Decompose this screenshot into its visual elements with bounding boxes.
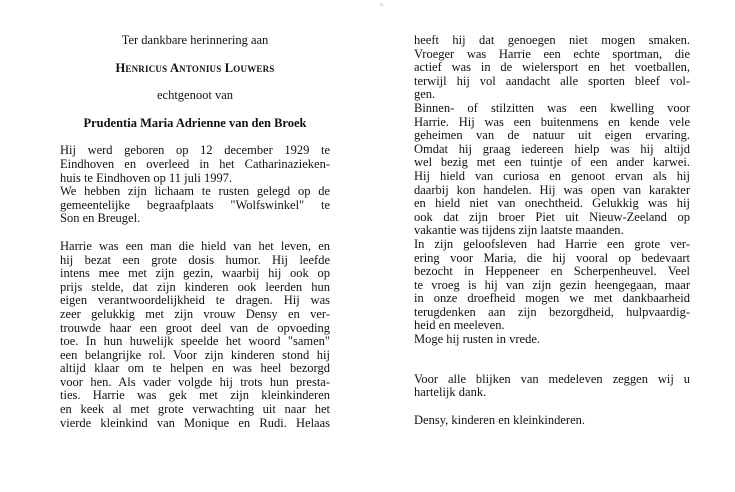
text-line: Son en Breugel. <box>60 211 141 226</box>
text-line: actief was in de wielersport en het voetballen, <box>414 61 690 75</box>
text-line: gen. <box>414 87 436 102</box>
text-line: vakantie was tijdens zijn laatste maanden. <box>414 223 624 238</box>
left-column <box>60 34 330 430</box>
text-line: in onze droefheid mogen we met dankbaarheid <box>414 292 690 306</box>
text-line: Binnen- of stilzitten was een kwelling voor <box>414 101 690 115</box>
text-line: ering voor Maria, die hij vooral op bedevaart <box>414 251 690 265</box>
text-line: hij bezat een grote dosis humor. Hij leefde <box>60 253 330 267</box>
signature: Densy, kinderen en kleinkinderen. <box>414 412 586 427</box>
text-line: ties. Harrie was gek met zijn kleinkinderen <box>60 389 330 403</box>
life-paragraph <box>60 240 330 430</box>
text-line: en hield niet van onechtheid. Gelukkig was hij <box>414 197 690 211</box>
deceased-name: Henricus Antonius Louwers <box>115 60 275 75</box>
spouse-name: Prudentia Maria Adrienne van den Broek <box>83 115 307 130</box>
text-line: Hij hield van curiosa en genoot ervan als hij <box>414 169 690 183</box>
text-line: prijs stelde, dat zijn kinderen ook leerden hun <box>60 280 330 294</box>
text-line: ook dat zijn broer Piet uit Nieuw-Zeeland op <box>414 210 690 224</box>
sport-paragraph <box>414 34 690 102</box>
text-line: vierde kleinkind van Monique en Rudi. Helaas <box>60 416 330 430</box>
text-line: eigen verantwoordelijkheid te dragen. Hij was <box>60 294 330 308</box>
text-line: Vroeger was Harrie een echte sportman, die <box>414 47 690 61</box>
text-line: intens mee met zijn gezin, waarbij hij ook op <box>60 267 330 281</box>
text-line: geheimen van de natuur uit eigen ervaring. <box>414 129 690 143</box>
text-line: terwijl hij vol aandacht alle sporten bleef vol- <box>414 74 690 88</box>
right-column <box>414 34 690 427</box>
text-line: terugdenken aan zijn bezorgdheid, hulpvaardig- <box>414 305 690 319</box>
text-line: bezocht in Heppeneer en Scherpenheuvel. Veel <box>414 265 690 279</box>
text-line: Harrie. Hij was een buitenmens en kende vele <box>414 115 690 129</box>
text-line: zeer gelukkig met zijn vrouw Densy en ver- <box>60 307 330 321</box>
text-line: te vroeg is hij van zijn gezin heengegaan, maar <box>414 278 690 292</box>
text-line: Omdat hij graag iedereen hielp was hij altijd <box>414 142 690 156</box>
text-line: gemeentelijke begraafplaats "Wolfswinkel" te <box>60 198 330 212</box>
text-line: heeft hij dat genoegen niet mogen smaken. <box>414 34 690 47</box>
text-line: In zijn geloofsleven had Harrie een grote ver- <box>414 237 690 251</box>
text-line: Eindhoven en overleed in het Catharinazieken- <box>60 157 330 171</box>
text-line: trouwde haar een groot deel van de opvoeding <box>60 321 330 335</box>
text-line: daarbij kon handelen. Hij was open van karakter <box>414 183 690 197</box>
closing-line: Moge hij rusten in vrede. <box>414 332 541 347</box>
text-line: voor hen. Als vader volgde hij trots hun presta- <box>60 375 330 389</box>
text-line: hartelijk dank. <box>414 385 487 400</box>
burial-paragraph <box>60 185 330 226</box>
thanks-paragraph <box>414 373 690 400</box>
text-line: Harrie was een man die hield van het leven, en <box>60 239 330 253</box>
relation-text: echtgenoot van <box>156 88 233 103</box>
text-line: We hebben zijn lichaam te rusten gelegd op de <box>60 185 330 199</box>
text-line: heid en meeleven. <box>414 318 505 333</box>
text-line: Voor alle blijken van medeleven zeggen wij u <box>414 372 690 386</box>
text-line: wel bezig met een tuintje of een ander karwei. <box>414 156 690 170</box>
text-line: toe. In hun huwelijk speelde het woord "samen" <box>60 335 330 349</box>
birth-death-paragraph <box>60 144 330 185</box>
text-line: een belangrijke rol. Voor zijn kinderen stond hij <box>60 348 330 362</box>
fold-mark: ° <box>380 2 384 11</box>
text-line: huis te Eindhoven op 11 juli 1997. <box>60 170 233 185</box>
text-line: en keek al met grote verwachting uit naar het <box>60 403 330 417</box>
text-line: Hij werd geboren op 12 december 1929 te <box>60 144 330 158</box>
nature-paragraph <box>414 102 690 238</box>
heading: Ter dankbare herinnering aan <box>121 33 269 47</box>
text-line: altijd klaar om te helpen en was heel bezorgd <box>60 362 330 376</box>
faith-paragraph <box>414 238 690 333</box>
